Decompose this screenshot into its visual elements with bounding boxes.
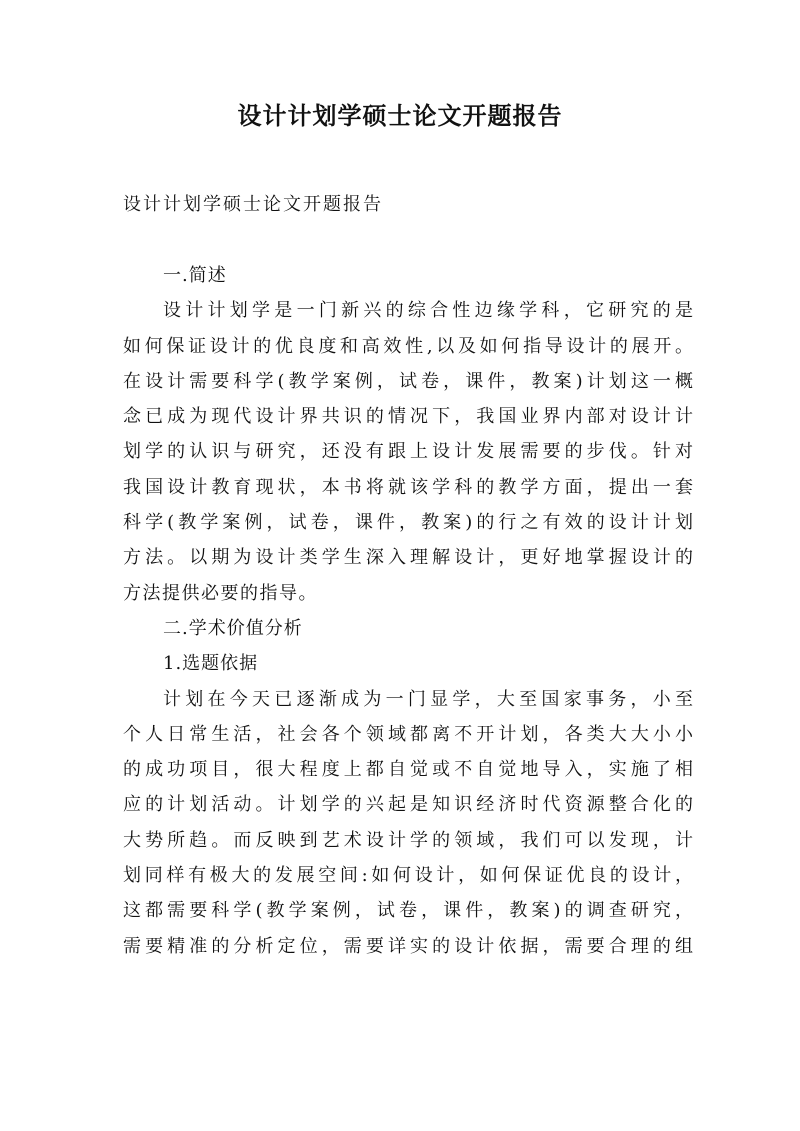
- paragraph-line: 划同样有极大的发展空间:如何设计，如何保证优良的设计，: [123, 865, 693, 887]
- paragraph-line: 需要精准的分析定位，需要详实的设计依据，需要合理的组: [123, 935, 693, 957]
- document-body: [123, 258, 693, 964]
- paragraph-line: 应的计划活动。计划学的兴起是知识经济时代资源整合化的: [123, 794, 693, 816]
- paragraph-line: 设计计划学是一门新兴的综合性边缘学科，它研究的是: [163, 300, 693, 322]
- paragraph-line: 方法提供必要的指导。: [123, 582, 318, 604]
- subsection-heading-topic-basis: 1.选题依据: [163, 653, 259, 675]
- document-subtitle: 设计计划学硕士论文开题报告: [123, 194, 383, 215]
- paragraph-line: 念已成为现代设计界共识的情况下，我国业界内部对设计计: [123, 406, 693, 428]
- paragraph-line: 划学的认识与研究，还没有跟上设计发展需要的步伐。针对: [123, 441, 693, 463]
- paragraph-line: 我国设计教育现状，本书将就该学科的教学方面，提出一套: [123, 476, 693, 498]
- section-heading-overview: 一.简述: [163, 265, 227, 286]
- paragraph-line: 的成功项目，很大程度上都自觉或不自觉地导入，实施了相: [123, 759, 693, 781]
- paragraph-line: 在设计需要科学(教学案例，试卷，课件，教案)计划这一概: [123, 370, 693, 392]
- paragraph-line: 这都需要科学(教学案例，试卷，课件，教案)的调查研究，: [123, 900, 693, 922]
- paragraph-line: 方法。以期为设计类学生深入理解设计，更好地掌握设计的: [123, 547, 693, 569]
- paragraph-line: 个人日常生活，社会各个领域都离不开计划，各类大大小小: [123, 723, 693, 745]
- paragraph-line: 计划在今天已逐渐成为一门显学，大至国家事务，小至: [163, 688, 693, 710]
- page-title: 设计计划学硕士论文开题报告: [237, 101, 563, 130]
- paragraph-line: 科学(教学案例，试卷，课件，教案)的行之有效的设计计划: [123, 512, 693, 534]
- paragraph-line: 大势所趋。而反映到艺术设计学的领域，我们可以发现，计: [123, 829, 693, 851]
- paragraph-line: 如何保证设计的优良度和高效性,以及如何指导设计的展开。: [123, 335, 693, 357]
- section-heading-academic-value: 二.学术价值分析: [163, 617, 303, 639]
